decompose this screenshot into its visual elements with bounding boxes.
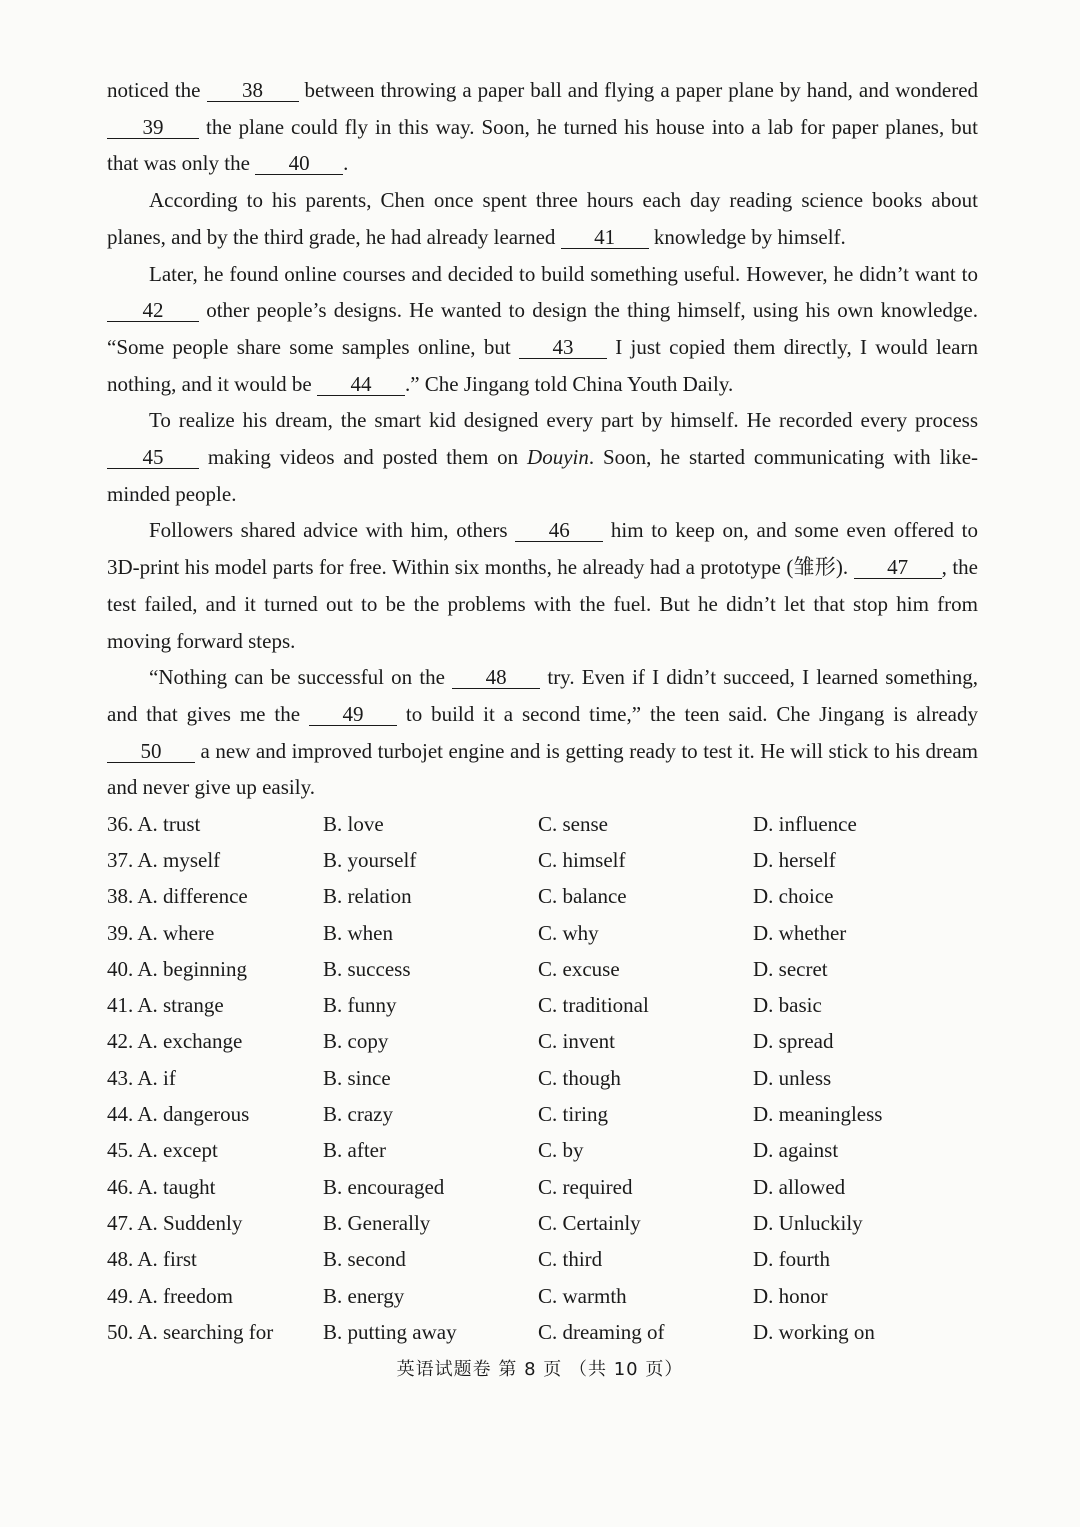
- option-c: C. third: [538, 1247, 603, 1272]
- option-d: D. Unluckily: [753, 1210, 863, 1235]
- option-d: D. basic: [753, 993, 822, 1018]
- option-row: [107, 1242, 1007, 1278]
- option-c: C. tiring: [538, 1102, 609, 1127]
- option-d: D. spread: [753, 1029, 834, 1054]
- blank-49: 49: [309, 703, 397, 726]
- option-b: B. after: [323, 1138, 386, 1163]
- option-b: B. since: [323, 1065, 391, 1090]
- option-d: D. unless: [753, 1065, 832, 1090]
- option-c: C. required: [538, 1174, 633, 1199]
- option-row: [107, 1096, 1007, 1132]
- passage-text: other people’s designs. He wanted to design the thing himself, using his own knowledge. “Some people share some samples online, but: [107, 298, 979, 359]
- option-a: 40. A. beginning: [107, 956, 247, 981]
- option-c: C. by: [538, 1138, 584, 1163]
- option-d: D. working on: [753, 1319, 875, 1344]
- answer-options: [107, 806, 1007, 1350]
- option-b: B. putting away: [323, 1319, 457, 1344]
- option-row: [107, 806, 1007, 842]
- cloze-passage: [107, 72, 978, 806]
- blank-38: 38: [207, 79, 299, 102]
- option-d: D. fourth: [753, 1247, 830, 1272]
- option-b: B. Generally: [323, 1210, 431, 1235]
- option-c: C. though: [538, 1065, 621, 1090]
- paragraph-5: [107, 512, 978, 659]
- passage-text: , the test failed, and it turned out to be the problems with the fuel. But he didn’t let that stop him from moving forward steps.: [107, 555, 979, 653]
- option-a: 42. A. exchange: [107, 1029, 243, 1054]
- option-d: D. choice: [753, 884, 834, 909]
- passage-text: a new and improved turbojet engine and is getting ready to test it. He will stick to his dream and never give up easily.: [107, 738, 979, 800]
- option-d: D. secret: [753, 956, 828, 981]
- option-a: 46. A. taught: [107, 1174, 216, 1199]
- option-d: D. whether: [753, 920, 847, 945]
- blank-42: 42: [107, 299, 199, 322]
- option-c: C. Certainly: [538, 1210, 641, 1235]
- option-a: 43. A. if: [107, 1065, 176, 1090]
- option-d: D. influence: [753, 811, 857, 836]
- option-c: C. balance: [538, 884, 627, 909]
- option-a: 49. A. freedom: [107, 1283, 233, 1308]
- option-row: [107, 1169, 1007, 1205]
- option-a: 36. A. trust: [107, 811, 201, 836]
- passage-text: Later, he found online courses and decided to build something useful. However, he didn’t want to: [149, 261, 978, 286]
- option-row: [107, 1024, 1007, 1060]
- option-b: B. second: [323, 1247, 406, 1272]
- option-row: [107, 1133, 1007, 1169]
- option-a: 39. A. where: [107, 920, 215, 945]
- app-name-douyin: Douyin: [527, 445, 589, 470]
- option-c: C. traditional: [538, 993, 649, 1018]
- option-c: C. why: [538, 920, 599, 945]
- option-b: B. when: [323, 920, 393, 945]
- passage-text: noticed the: [107, 78, 201, 102]
- option-c: C. sense: [538, 811, 608, 836]
- option-row: [107, 1060, 1007, 1096]
- paragraph-1: [107, 72, 978, 182]
- option-b: B. encouraged: [323, 1174, 445, 1199]
- option-b: B. yourself: [323, 847, 417, 872]
- option-c: C. invent: [538, 1029, 615, 1054]
- passage-text: the plane could fly in this way. Soon, he turned his house into a lab for paper planes, but that was only the: [107, 114, 979, 176]
- option-a: 50. A. searching for: [107, 1319, 274, 1344]
- option-a: 45. A. except: [107, 1138, 218, 1163]
- passage-text: knowledge by himself.: [653, 224, 846, 249]
- passage-text: making videos and posted them on: [207, 445, 519, 470]
- option-d: D. honor: [753, 1283, 828, 1308]
- option-c: C. dreaming of: [538, 1319, 665, 1344]
- blank-39: 39: [107, 116, 199, 139]
- blank-47: 47: [854, 556, 942, 579]
- option-d: D. against: [753, 1138, 839, 1163]
- passage-text: To realize his dream, the smart kid designed every part by himself. He recorded every process: [149, 408, 978, 433]
- passage-text: .: [343, 151, 349, 176]
- option-c: C. excuse: [538, 956, 620, 981]
- blank-43: 43: [519, 336, 607, 359]
- blank-45: 45: [107, 446, 199, 469]
- option-row: [107, 915, 1007, 951]
- option-a: 47. A. Suddenly: [107, 1210, 243, 1235]
- passage-text: .” Che Jingang told China Youth Daily.: [404, 371, 734, 396]
- option-row: [107, 1278, 1007, 1314]
- option-a: 37. A. myself: [107, 847, 221, 872]
- blank-41: 41: [561, 226, 649, 249]
- page-footer: 英语试题卷 第 8 页 （共 10 页）: [396, 1359, 684, 1380]
- option-row: [107, 1314, 1007, 1350]
- paragraph-4: [107, 402, 978, 512]
- option-b: B. relation: [323, 884, 412, 909]
- blank-40: 40: [255, 152, 343, 175]
- option-b: B. crazy: [323, 1102, 393, 1127]
- option-a: 44. A. dangerous: [107, 1102, 250, 1127]
- option-c: C. warmth: [538, 1283, 627, 1308]
- option-c: C. himself: [538, 847, 626, 872]
- paragraph-3: [107, 256, 978, 403]
- option-row: [107, 987, 1007, 1023]
- passage-text: to build it a second time,” the teen said. Che Jingang is already: [405, 701, 979, 726]
- passage-text: between throwing a paper ball and flying a paper plane by hand, and wondered: [304, 78, 979, 102]
- option-b: B. funny: [323, 993, 397, 1018]
- passage-text: “Nothing can be successful on the: [149, 665, 445, 690]
- passage-text: I just copied them directly, I would learn nothing, and it would be: [107, 334, 978, 396]
- passage-text: Followers shared advice with him, others: [149, 518, 508, 543]
- option-d: D. allowed: [753, 1174, 846, 1199]
- option-d: D. herself: [753, 847, 836, 872]
- passage-text: try. Even if I didn’t succeed, I learned something, and that gives me the: [107, 665, 979, 726]
- option-row: [107, 842, 1007, 878]
- passage-text: According to his parents, Chen once spent three hours each day reading science books about planes, and by the third grade, he had already learned: [107, 188, 978, 249]
- option-d: D. meaningless: [753, 1102, 883, 1127]
- blank-46: 46: [515, 519, 603, 542]
- option-row: [107, 1205, 1007, 1241]
- option-row: [107, 879, 1007, 915]
- option-b: B. energy: [323, 1283, 405, 1308]
- blank-44: 44: [317, 373, 405, 396]
- paragraph-2: [107, 182, 978, 255]
- passage-text: him to keep on, and some even offered to 3D-print his model parts for free. Within six months, he already had a prototype (雏形).: [107, 518, 978, 580]
- option-b: B. copy: [323, 1029, 389, 1054]
- option-row: [107, 951, 1007, 987]
- passage-text: . Soon, he started communicating with like-minded people.: [107, 445, 979, 506]
- option-b: B. love: [323, 811, 384, 836]
- option-a: 41. A. strange: [107, 993, 224, 1018]
- blank-48: 48: [452, 666, 540, 689]
- option-a: 48. A. first: [107, 1247, 197, 1272]
- paragraph-6: [107, 659, 978, 806]
- option-a: 38. A. difference: [107, 884, 248, 909]
- option-b: B. success: [323, 956, 411, 981]
- blank-50: 50: [107, 740, 195, 763]
